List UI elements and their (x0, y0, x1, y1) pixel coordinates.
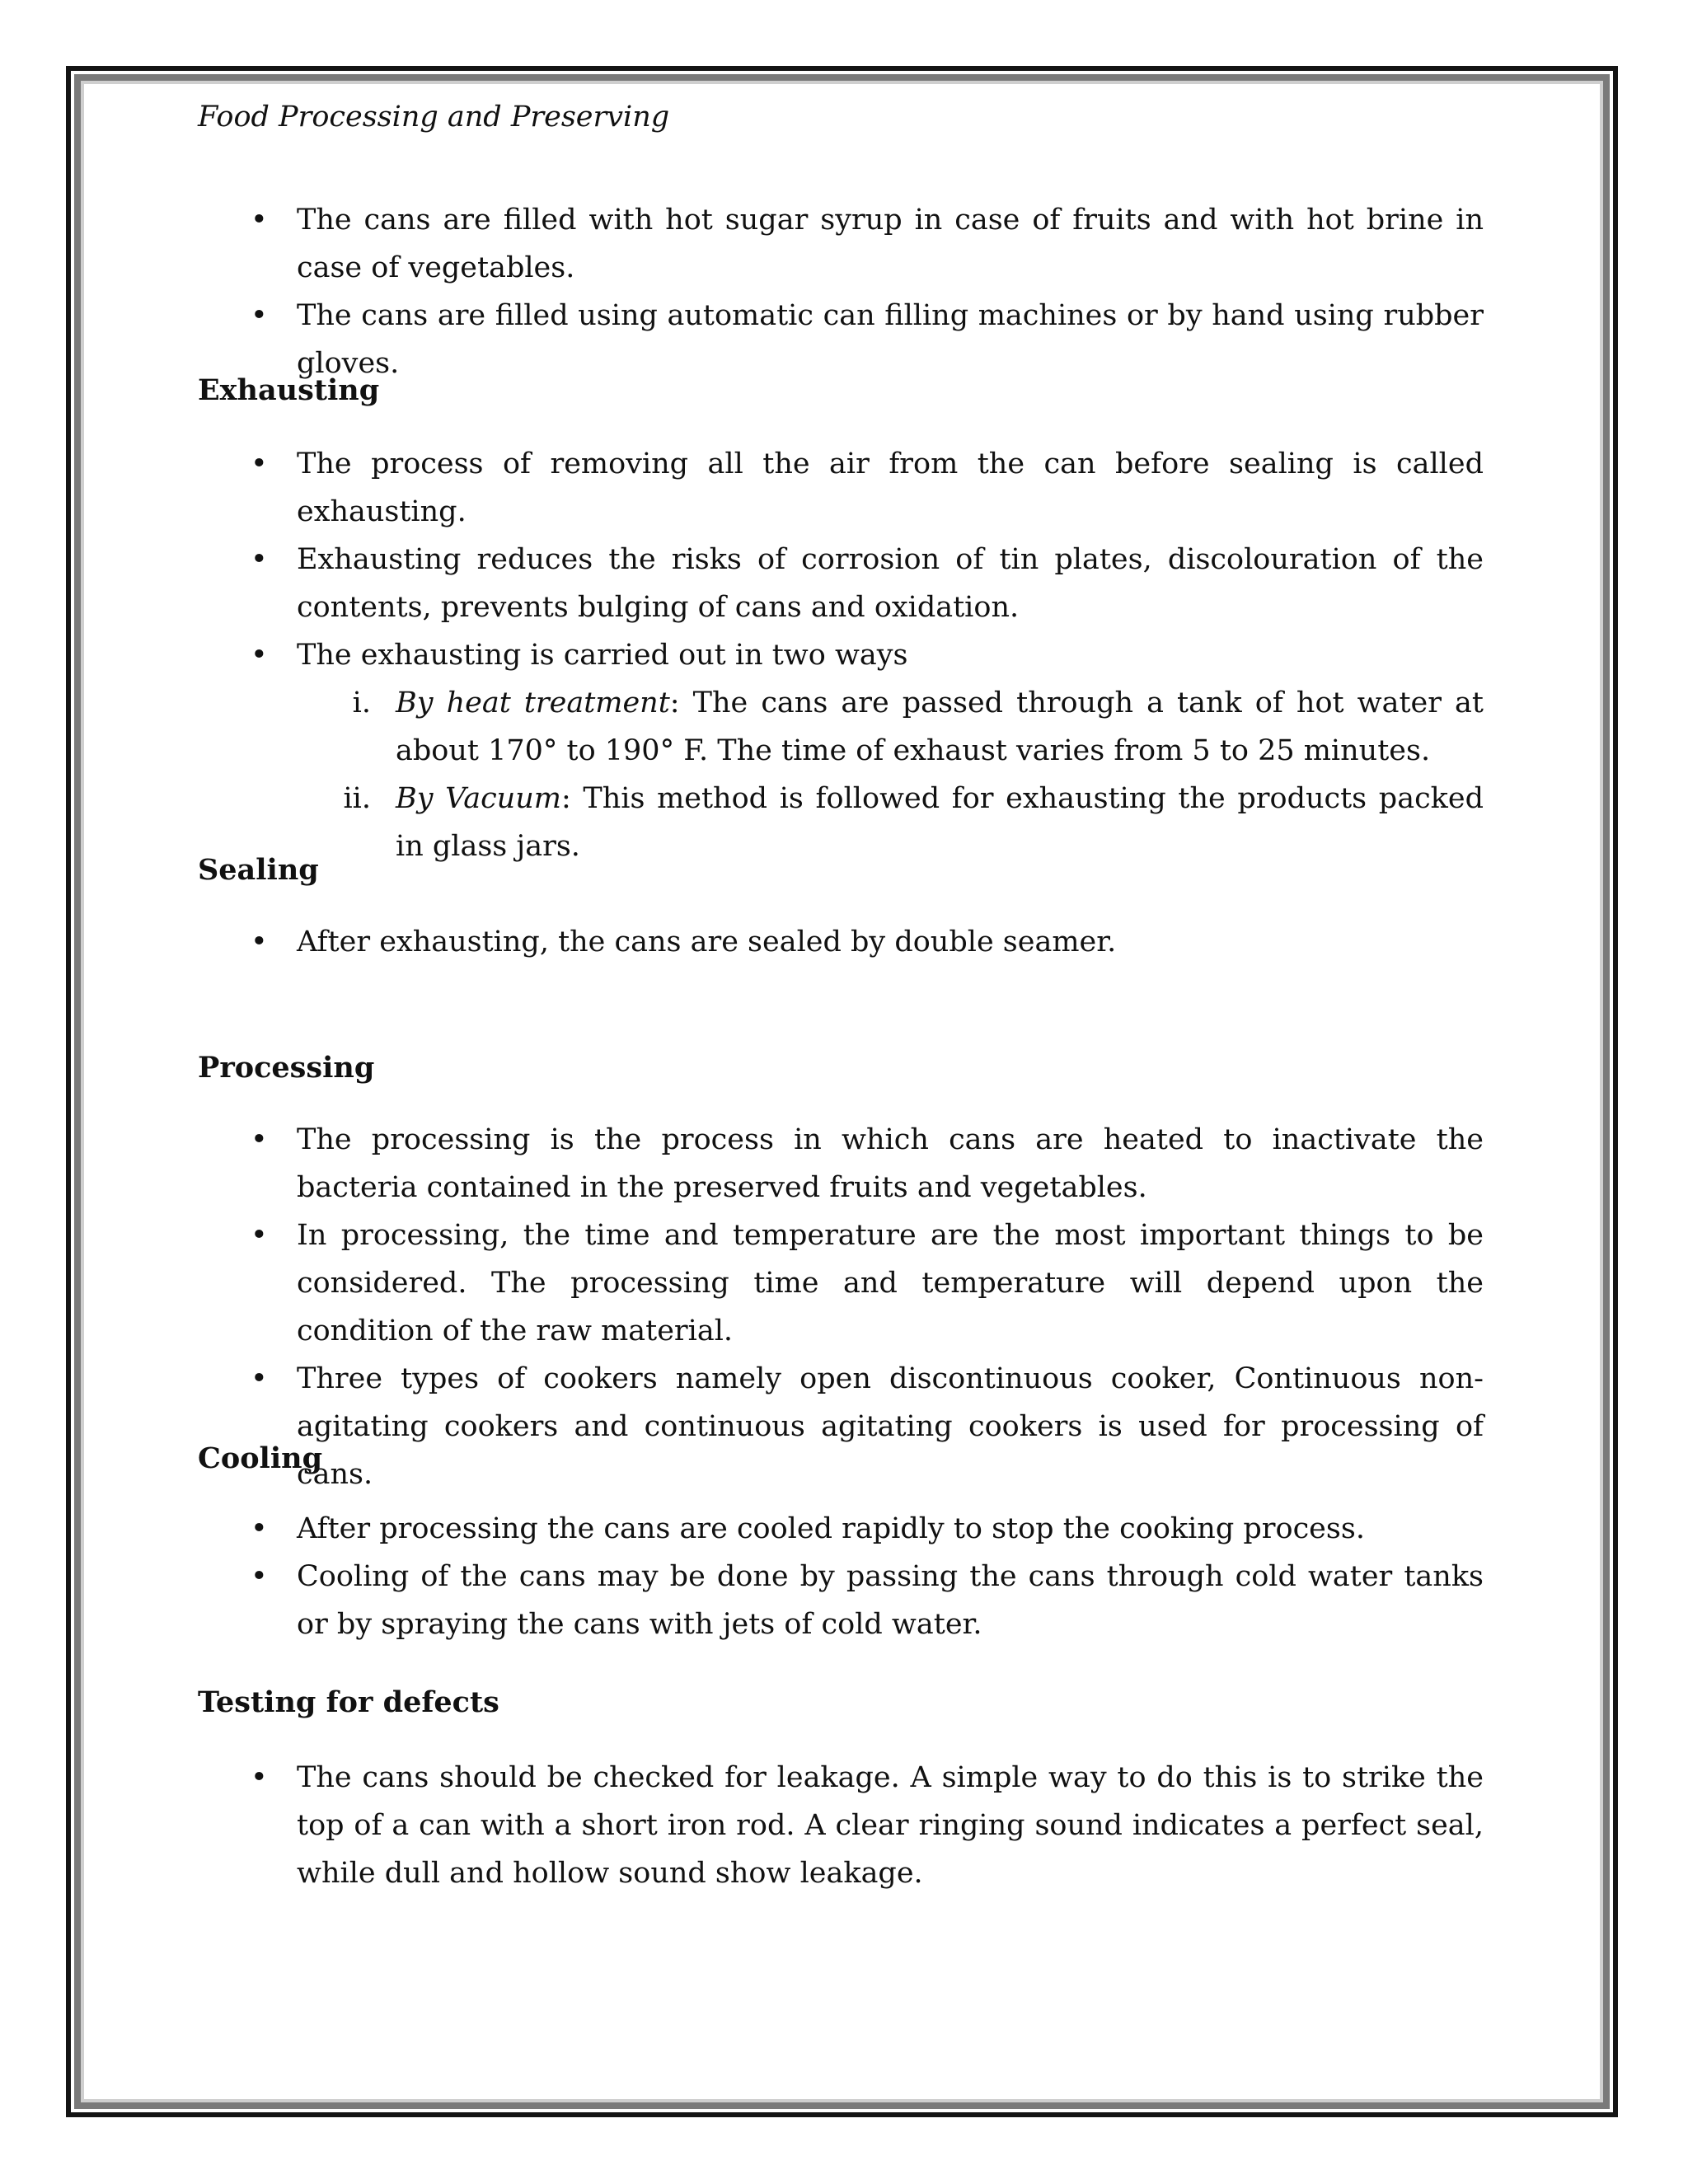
bullet-glyph: • (251, 299, 268, 332)
cooling-bullet-list (198, 1505, 1484, 1648)
list-item: • Exhausting reduces the risks of corrosion of tin plates, discolouration of the contents, prevents bulging of cans and oxidation. (198, 536, 1484, 631)
list-item: • The cans are filled with hot sugar syrup in case of fruits and with hot brine in case of vegetables. (198, 196, 1484, 292)
bullet-glyph: • (251, 926, 268, 958)
list-item: • The process of removing all the air from the can before sealing is called exhausting. (198, 440, 1484, 536)
bullet-glyph: • (251, 204, 268, 237)
bullet-glyph: • (251, 1761, 268, 1794)
exhausting-ways-list (297, 679, 1484, 870)
processing-bullet-list (198, 1116, 1484, 1498)
list-item (297, 679, 1484, 775)
bullet-glyph: • (251, 1362, 268, 1395)
list-item: • After processing the cans are cooled rapidly to stop the cooking process. (198, 1505, 1484, 1553)
way-text: : The cans are passed through a tank of hot water at about 170° to 190° F. The time of exhaust varies from 5 to 25 minutes. (396, 687, 1484, 767)
list-item: • The cans should be checked for leakage. A simple way to do this is to strike the top of a can with a short iron rod. A clear ringing sound indicates a perfect seal, while dull and hollow sound show leakage. (198, 1754, 1484, 1897)
section-heading-exhausting: Exhausting (198, 373, 380, 407)
list-item: • Three types of cookers namely open discontinuous cooker, Continuous non-agitating cookers and continuous agitating cookers is used for processing of cans. (198, 1355, 1484, 1498)
list-item: • Cooling of the cans may be done by passing the cans through cold water tanks or by spraying the cans with jets of cold water. (198, 1553, 1484, 1648)
section-heading-sealing: Sealing (198, 853, 319, 887)
section-heading-cooling: Cooling (198, 1441, 323, 1475)
bullet-glyph: • (251, 1123, 268, 1156)
bullet-glyph: • (251, 639, 268, 672)
testing-bullet-list (198, 1754, 1484, 1897)
way-text: : This method is followed for exhausting the products packed in glass jars. (396, 782, 1484, 863)
list-item: • The processing is the process in which cans are heated to inactivate the bacteria contained in the preserved fruits and vegetables. (198, 1116, 1484, 1212)
running-head: Food Processing and Preserving (198, 101, 670, 134)
list-numeral: i. (352, 687, 371, 719)
list-item: • In processing, the time and temperature are the most important things to be considered. The processing time and temperature will depend upon the condition of the raw material. (198, 1212, 1484, 1355)
intro-bullet-list (198, 196, 1484, 387)
list-item: • The cans are filled using automatic can filling machines or by hand using rubber gloves. (198, 292, 1484, 387)
list-item: • After exhausting, the cans are sealed by double seamer. (198, 918, 1484, 966)
section-heading-testing-for-defects: Testing for defects (198, 1685, 499, 1719)
way-term: By Vacuum (396, 782, 561, 815)
list-item: • The exhausting is carried out in two ways i. By heat treatment: The cans are passed through a tank of hot water at about 170° to 190° F. The time of exhaust varies from 5 to 25 minutes. ii. By Vacuum: This method is followed for exhausting the products packed in glass jars. (198, 631, 1484, 870)
bullet-glyph: • (251, 543, 268, 576)
bullet-glyph: • (251, 1560, 268, 1593)
bullet-glyph: • (251, 448, 268, 480)
exhausting-bullet-list (198, 440, 1484, 870)
sealing-bullet-list (198, 918, 1484, 966)
bullet-glyph: • (251, 1219, 268, 1252)
bullet-glyph: • (251, 1512, 268, 1545)
way-term: By heat treatment (396, 687, 670, 719)
section-heading-processing: Processing (198, 1051, 375, 1085)
list-numeral: ii. (343, 782, 371, 815)
list-item (297, 775, 1484, 870)
